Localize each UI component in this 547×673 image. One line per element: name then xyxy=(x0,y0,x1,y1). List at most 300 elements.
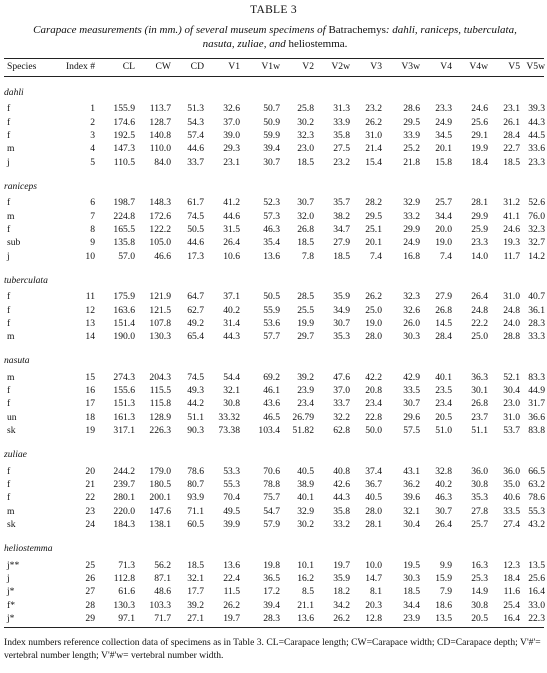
table-cell: 71.1 xyxy=(187,505,204,517)
caption-genus: Batrachemys xyxy=(328,24,386,36)
table-cell: 12.8 xyxy=(365,612,382,624)
table-cell: 29 xyxy=(85,612,95,624)
table-cell: 7 xyxy=(90,210,95,222)
table-cell: 32.6 xyxy=(223,103,240,115)
table-cell: 155.9 xyxy=(113,103,135,115)
table-cell: 25.0 xyxy=(471,331,488,343)
table-footnote: Index numbers reference collection data of specimens as in Table 3. CL=Carapace length; CW=Carapace width; CD=Carapace depth; V'#'= vertebral number length; V'#'w= vertebral number width. xyxy=(4,637,541,661)
column-header: V3 xyxy=(370,61,382,72)
table-cell: 57.0 xyxy=(118,250,135,262)
table-cell: 23.3 xyxy=(471,237,488,249)
table-cell: 7.9 xyxy=(440,586,452,598)
column-header: CW xyxy=(155,61,171,72)
table-cell: 30.3 xyxy=(403,331,420,343)
species-cell: f* xyxy=(7,599,15,611)
table-cell: 21.4 xyxy=(365,143,382,155)
table-cell: 64.7 xyxy=(187,291,204,303)
table-cell: 51.1 xyxy=(187,411,204,423)
table-cell: 61.7 xyxy=(187,197,204,209)
table-cell: 36.0 xyxy=(471,465,488,477)
table-cell: 26.4 xyxy=(435,518,452,530)
table-cell: 97.1 xyxy=(118,612,135,624)
table-cell: 30.8 xyxy=(471,599,488,611)
table-cell: 34.7 xyxy=(333,223,350,235)
table-cell: 55.3 xyxy=(223,479,240,490)
table-cell: 9 xyxy=(90,237,95,249)
table-cell: 26.2 xyxy=(365,291,382,303)
table-cell: 33.7 xyxy=(333,398,350,410)
table-cell: 65.4 xyxy=(187,331,204,343)
species-cell: m xyxy=(7,143,15,155)
species-group-heading: heliostemma xyxy=(4,543,53,555)
table-cell: 14.7 xyxy=(365,572,382,584)
table-row xyxy=(4,142,544,156)
table-cell: 74.5 xyxy=(187,371,204,383)
table-cell: 121.9 xyxy=(149,291,171,303)
table-cell: 20 xyxy=(85,465,95,477)
table-cell: 27.9 xyxy=(435,291,452,303)
species-group-heading: raniceps xyxy=(4,180,38,192)
table-cell: 49.5 xyxy=(223,505,240,517)
table-cell: 19.9 xyxy=(297,317,314,329)
table-cell: 40.7 xyxy=(528,291,545,303)
table-cell: 39.6 xyxy=(403,492,420,504)
table-cell: 46.3 xyxy=(435,492,452,504)
table-cell: 35.9 xyxy=(333,291,350,303)
table-cell: 13.6 xyxy=(297,612,314,624)
species-cell: m xyxy=(7,210,15,222)
table-cell: 33.6 xyxy=(528,143,545,155)
table-cell: 36.6 xyxy=(528,411,545,423)
table-cell: 25 xyxy=(85,559,95,571)
column-header: V2w xyxy=(331,61,350,72)
table-cell: 52.3 xyxy=(263,197,280,209)
species-group-heading: tuberculata xyxy=(4,274,48,286)
table-cell: 17.7 xyxy=(187,586,204,598)
table-cell: 29.5 xyxy=(365,210,382,222)
table-cell: 10.6 xyxy=(223,250,240,262)
table-cell: 42.2 xyxy=(365,371,382,383)
table-cell: 121.5 xyxy=(149,304,171,316)
table-row xyxy=(4,317,544,331)
table-cell: 138.1 xyxy=(149,518,171,530)
table-cell: 317.1 xyxy=(113,425,135,436)
table-cell: 7.4 xyxy=(440,250,452,262)
table-cell: 24.0 xyxy=(503,317,520,329)
table-cell: 32.8 xyxy=(435,465,452,477)
table-cell: 19.3 xyxy=(503,237,520,249)
table-row xyxy=(4,330,544,344)
caption-text: Carapace measurements (in mm.) of several museum specimens of xyxy=(33,24,326,36)
table-cell: 42.9 xyxy=(403,371,420,383)
table-cell: 21.1 xyxy=(297,599,314,611)
table-cell: 18.4 xyxy=(503,572,520,584)
table-cell: 13.6 xyxy=(223,559,240,571)
table-cell: 31.0 xyxy=(503,291,520,303)
table-cell: 30.4 xyxy=(503,385,520,397)
table-cell: 8.1 xyxy=(370,586,382,598)
table-cell: 14.5 xyxy=(435,317,452,329)
table-cell: 19.5 xyxy=(403,559,420,571)
table-cell: 78.6 xyxy=(187,465,204,477)
table-row xyxy=(4,505,544,519)
table-cell: 12.3 xyxy=(503,559,520,571)
table-cell: 36.1 xyxy=(528,304,545,316)
table-cell: 28.1 xyxy=(365,518,382,530)
table-cell: 32.1 xyxy=(187,572,204,584)
table-cell: 48.6 xyxy=(154,586,171,598)
table-row xyxy=(4,599,544,613)
table-cell: 26.79 xyxy=(292,411,314,423)
table-cell: 200.1 xyxy=(149,492,171,504)
table-cell: 13.5 xyxy=(435,612,452,624)
table-cell: 25.7 xyxy=(435,197,452,209)
table-cell: 39.0 xyxy=(223,130,240,141)
table-row xyxy=(4,518,544,532)
table-cell: 90.3 xyxy=(187,425,204,436)
table-cell: 62.7 xyxy=(187,304,204,316)
table-cell: 57.3 xyxy=(263,210,280,222)
table-cell: 25.6 xyxy=(471,116,488,128)
column-header: V1w xyxy=(261,61,280,72)
table-cell: 23.2 xyxy=(365,103,382,115)
column-header: Index # xyxy=(65,61,95,72)
table-cell: 33.32 xyxy=(218,411,240,423)
table-cell: 23.0 xyxy=(503,398,520,410)
table-cell: 15.4 xyxy=(365,156,382,168)
table-cell: 44.6 xyxy=(187,143,204,155)
header-rule xyxy=(4,76,544,77)
table-cell: 11.5 xyxy=(223,586,240,598)
column-header: Species xyxy=(7,61,37,72)
table-cell: 11 xyxy=(85,291,95,303)
table-cell: 25.6 xyxy=(528,572,545,584)
table-cell: 36.3 xyxy=(471,371,488,383)
table-row xyxy=(4,210,544,224)
table-cell: 23.3 xyxy=(528,156,545,168)
table-cell: 32.7 xyxy=(528,237,545,249)
table-cell: 26.8 xyxy=(435,304,452,316)
table-cell: 172.6 xyxy=(149,210,171,222)
table-cell: 30.8 xyxy=(223,398,240,410)
table-cell: 130.3 xyxy=(149,331,171,343)
table-cell: 151.4 xyxy=(113,317,135,329)
table-cell: 27.4 xyxy=(503,518,520,530)
table-cell: 40.5 xyxy=(297,465,314,477)
table-cell: 28.1 xyxy=(471,197,488,209)
table-cell: 35.8 xyxy=(333,505,350,517)
species-cell: j** xyxy=(7,559,20,571)
species-cell: f xyxy=(7,197,11,209)
table-cell: 4 xyxy=(90,143,95,155)
table-cell: 23.4 xyxy=(297,398,314,410)
table-cell: 34.2 xyxy=(333,599,350,611)
table-row xyxy=(4,250,544,264)
table-row xyxy=(4,371,544,385)
table-cell: 39.9 xyxy=(223,518,240,530)
table-cell: 29.3 xyxy=(223,143,240,155)
table-cell: 26.0 xyxy=(403,317,420,329)
table-cell: 71.3 xyxy=(118,559,135,571)
table-cell: 73.38 xyxy=(218,425,240,436)
table-cell: 110.5 xyxy=(113,156,135,168)
table-cell: 32.9 xyxy=(297,505,314,517)
table-cell: 19.7 xyxy=(333,559,350,571)
table-cell: 1 xyxy=(90,103,95,115)
table-cell: 23.1 xyxy=(223,156,240,168)
species-cell: f xyxy=(7,479,11,490)
table-cell: 19.7 xyxy=(223,612,240,624)
table-cell: 33.3 xyxy=(528,331,545,343)
table-row xyxy=(4,572,544,586)
table-cell: 78.6 xyxy=(528,492,545,504)
table-cell: 16.4 xyxy=(528,586,545,598)
table-cell: 80.7 xyxy=(187,479,204,490)
table-cell: 180.5 xyxy=(149,479,171,490)
table-cell: 28.4 xyxy=(503,130,520,141)
table-cell: 14.9 xyxy=(471,586,488,598)
table-cell: 18.5 xyxy=(403,586,420,598)
table-cell: 12 xyxy=(85,304,95,316)
table-cell: 122.2 xyxy=(149,223,171,235)
table-cell: 22.2 xyxy=(471,317,488,329)
table-cell: 27.8 xyxy=(471,505,488,517)
table-cell: 28.8 xyxy=(503,331,520,343)
species-cell: f xyxy=(7,492,11,504)
table-cell: 20.1 xyxy=(365,237,382,249)
table-cell: 44.3 xyxy=(528,116,545,128)
table-cell: 44.3 xyxy=(223,331,240,343)
table-cell: 27 xyxy=(85,586,95,598)
table-cell: 13.6 xyxy=(263,250,280,262)
table-cell: 36.7 xyxy=(365,479,382,490)
table-cell: 23.0 xyxy=(297,143,314,155)
table-cell: 31.4 xyxy=(223,317,240,329)
table-caption xyxy=(30,23,520,51)
table-cell: 38.2 xyxy=(333,210,350,222)
table-cell: 35.7 xyxy=(333,197,350,209)
column-header: V2 xyxy=(302,61,314,72)
table-cell: 44.9 xyxy=(528,385,545,397)
table-cell: 32.1 xyxy=(403,505,420,517)
table-cell: 54.7 xyxy=(263,505,280,517)
table-cell: 28.0 xyxy=(365,331,382,343)
table-cell: 22 xyxy=(85,492,95,504)
table-cell: 224.8 xyxy=(113,210,135,222)
table-row xyxy=(4,478,544,492)
table-cell: 115.8 xyxy=(149,398,171,410)
table-cell: 23.4 xyxy=(365,398,382,410)
table-cell: 204.3 xyxy=(149,371,171,383)
table-cell: 18.5 xyxy=(503,156,520,168)
table-cell: 8.5 xyxy=(302,586,314,598)
table-cell: 53.3 xyxy=(223,465,240,477)
table-cell: 70.6 xyxy=(263,465,280,477)
table-cell: 55.3 xyxy=(528,505,545,517)
table-cell: 19 xyxy=(85,425,95,436)
table-cell: 54.3 xyxy=(187,116,204,128)
table-cell: 24 xyxy=(85,518,95,530)
table-cell: 26.4 xyxy=(471,291,488,303)
bottom-rule xyxy=(4,627,544,628)
table-cell: 7.4 xyxy=(370,250,382,262)
table-cell: 33.2 xyxy=(403,210,420,222)
table-cell: 22.7 xyxy=(503,143,520,155)
table-cell: 50.9 xyxy=(263,116,280,128)
table-cell: 115.5 xyxy=(149,385,171,397)
table-cell: 49.2 xyxy=(187,317,204,329)
table-cell: 50.7 xyxy=(263,103,280,115)
table-cell: 23.9 xyxy=(403,612,420,624)
species-cell: sk xyxy=(7,518,16,530)
species-cell: f xyxy=(7,130,11,141)
table-cell: 51.0 xyxy=(435,425,452,436)
table-cell: 130.3 xyxy=(113,599,135,611)
table-cell: 15.8 xyxy=(435,156,452,168)
species-cell: j xyxy=(7,156,10,168)
table-cell: 35.4 xyxy=(263,237,280,249)
table-cell: 11.7 xyxy=(503,250,520,262)
table-cell: 43.1 xyxy=(403,465,420,477)
table-cell: 25.2 xyxy=(403,143,420,155)
species-cell: f xyxy=(7,465,11,477)
table-cell: 44.3 xyxy=(333,492,350,504)
table-cell: 29.7 xyxy=(297,331,314,343)
table-cell: 16.8 xyxy=(403,250,420,262)
table-cell: 21 xyxy=(85,479,95,490)
table-cell: 59.9 xyxy=(263,130,280,141)
column-header: CD xyxy=(190,61,204,72)
table-cell: 30.7 xyxy=(435,505,452,517)
table-cell: 24.9 xyxy=(403,237,420,249)
table-row xyxy=(4,196,544,210)
table-cell: 28.6 xyxy=(403,103,420,115)
table-cell: 47.6 xyxy=(333,371,350,383)
table-cell: 163.6 xyxy=(113,304,135,316)
table-cell: 14 xyxy=(85,331,95,343)
table-cell: 42.6 xyxy=(333,479,350,490)
table-cell: 10 xyxy=(85,250,95,262)
species-cell: f xyxy=(7,385,11,397)
table-cell: 110.0 xyxy=(149,143,171,155)
table-cell: 280.1 xyxy=(113,492,135,504)
table-cell: 30.7 xyxy=(403,398,420,410)
table-cell: 40.6 xyxy=(503,492,520,504)
species-cell: f xyxy=(7,291,11,303)
table-cell: 244.2 xyxy=(113,465,135,477)
table-cell: 71.7 xyxy=(154,612,171,624)
table-cell: 29.6 xyxy=(403,411,420,423)
table-cell: 18.2 xyxy=(333,586,350,598)
table-cell: 20.3 xyxy=(365,599,382,611)
table-row xyxy=(4,559,544,573)
table-cell: 32.9 xyxy=(403,197,420,209)
table-cell: 239.7 xyxy=(113,479,135,490)
table-cell: 24.6 xyxy=(503,223,520,235)
table-cell: 179.0 xyxy=(149,465,171,477)
table-cell: 32.6 xyxy=(403,304,420,316)
table-cell: 17.3 xyxy=(187,250,204,262)
table-cell: 30.4 xyxy=(403,518,420,530)
table-cell: 13.5 xyxy=(528,559,545,571)
table-cell: 36.2 xyxy=(403,479,420,490)
table-row xyxy=(4,304,544,318)
table-cell: 31.0 xyxy=(365,130,382,141)
species-cell: j xyxy=(7,572,10,584)
table-cell: 24.8 xyxy=(471,304,488,316)
table-cell: 25.3 xyxy=(471,572,488,584)
table-cell: 33.7 xyxy=(187,156,204,168)
table-cell: 19.9 xyxy=(471,143,488,155)
table-cell: 41.2 xyxy=(223,197,240,209)
table-cell: 35.3 xyxy=(471,492,488,504)
table-cell: 49.3 xyxy=(187,385,204,397)
table-cell: 44.6 xyxy=(187,237,204,249)
table-cell: 24.6 xyxy=(471,103,488,115)
table-cell: 40.2 xyxy=(435,479,452,490)
table-cell: 22.3 xyxy=(528,612,545,624)
table-cell: 8 xyxy=(90,223,95,235)
table-cell: 19.8 xyxy=(263,559,280,571)
table-cell: 5 xyxy=(90,156,95,168)
table-cell: 30.7 xyxy=(263,156,280,168)
table-cell: 38.9 xyxy=(297,479,314,490)
species-cell: sub xyxy=(7,237,21,249)
table-row xyxy=(4,465,544,479)
table-cell: 52.1 xyxy=(503,371,520,383)
table-cell: 161.3 xyxy=(113,411,135,423)
table-cell: 32.3 xyxy=(528,223,545,235)
species-cell: m xyxy=(7,371,15,383)
table-cell: 50.0 xyxy=(365,425,382,436)
table-cell: 22.4 xyxy=(223,572,240,584)
table-cell: 28 xyxy=(85,599,95,611)
table-cell: 40.1 xyxy=(435,371,452,383)
table-cell: 30.2 xyxy=(297,518,314,530)
table-row xyxy=(4,384,544,398)
table-cell: 17.2 xyxy=(263,586,280,598)
table-cell: 23.9 xyxy=(297,385,314,397)
table-cell: 66.5 xyxy=(528,465,545,477)
table-cell: 33.9 xyxy=(403,130,420,141)
table-cell: 31.5 xyxy=(223,223,240,235)
table-cell: 128.9 xyxy=(149,411,171,423)
table-cell: 23.4 xyxy=(435,398,452,410)
table-cell: 26.2 xyxy=(365,116,382,128)
table-cell: 26.1 xyxy=(503,116,520,128)
table-cell: 44.2 xyxy=(187,398,204,410)
table-cell: 198.7 xyxy=(113,197,135,209)
species-group-heading: dahli xyxy=(4,87,24,98)
table-cell: 30.7 xyxy=(333,317,350,329)
table-cell: 226.3 xyxy=(149,425,171,436)
table-cell: 50.5 xyxy=(263,291,280,303)
table-cell: 148.3 xyxy=(149,197,171,209)
table-cell: 35.0 xyxy=(503,479,520,490)
table-cell: 26.2 xyxy=(333,612,350,624)
table-cell: 28.3 xyxy=(528,317,545,329)
table-cell: 62.8 xyxy=(333,425,350,436)
table-cell: 69.2 xyxy=(263,371,280,383)
table-cell: 39.4 xyxy=(263,599,280,611)
table-cell: 78.8 xyxy=(263,479,280,490)
table-cell: 57.4 xyxy=(187,130,204,141)
table-cell: 39.3 xyxy=(528,103,545,115)
table-cell: 60.5 xyxy=(187,518,204,530)
table-cell: 25.7 xyxy=(471,518,488,530)
table-cell: 22.8 xyxy=(365,411,382,423)
table-cell: 46.5 xyxy=(263,411,280,423)
